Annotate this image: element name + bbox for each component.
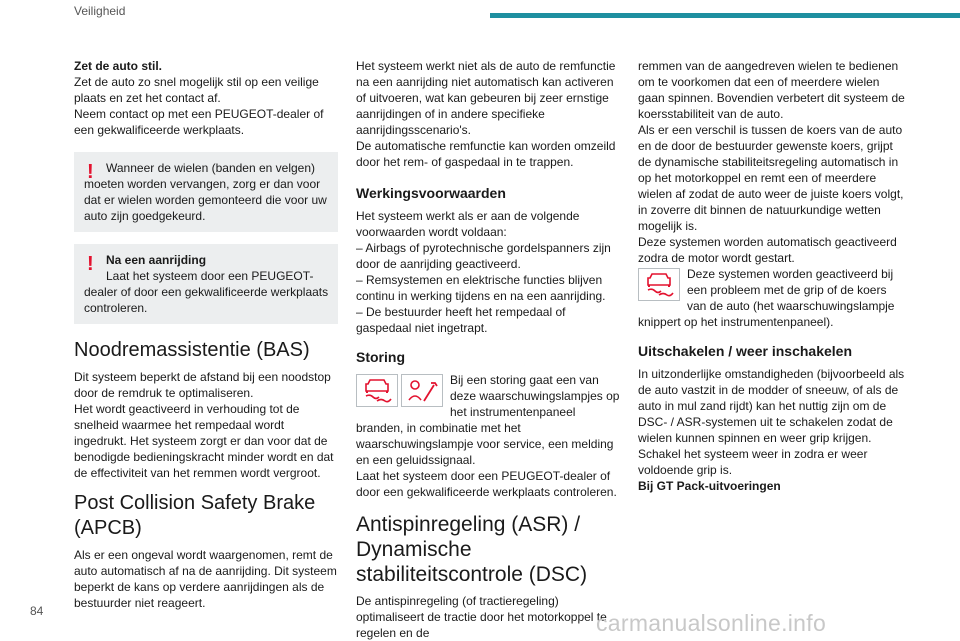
uitschakelen-paragraph-1: In uitzonderlijke omstandigheden (bijvoorbeeld als de auto vastzit in de modder of sneeuw, of als de auto in mul zand rijdt) kan het nuttig zijn om de DSC- / ASR-systemen uit te schakelen zodat de wielen kunnen spinnen en weer grip krijgen. bbox=[638, 367, 905, 445]
warning-collision-title: Na een aanrijding bbox=[106, 253, 207, 267]
bas-paragraph-1: Dit systeem beperkt de afstand bij een noodstop door de remdruk te optimaliseren. bbox=[74, 370, 331, 400]
section-heading-bas: Noodremassistentie (BAS) bbox=[74, 339, 310, 361]
asr-paragraph-1: De antispinregeling (of tractieregeling) optimaliseert de tractie door het motorkoppel te regelen en de bbox=[356, 594, 607, 640]
storing-paragraph-2: Laat het systeem door een PEUGEOT-dealer of door een gekwalificeerde werkplaats controleren. bbox=[356, 469, 617, 499]
grip-activation-text: Deze systemen worden geactiveerd bij een probleem met de grip of de koers van de auto (het waarschuwingslampje knippert op het instrumentenpaneel). bbox=[638, 267, 895, 329]
werk-bullet-2: – Remsystemen en elektrische functies blijven continu in werking tijdens en na een aanrijding. bbox=[356, 273, 606, 303]
apcb-paragraph: Als er een ongeval wordt waargenomen, remt de auto automatisch af na de aanrijding. Dit systeem beperkt de kans op verdere aanrijdingen als de bestuurder niet reageert. bbox=[74, 548, 337, 610]
page-number: 84 bbox=[30, 604, 44, 618]
service-wrench-icon bbox=[401, 374, 443, 407]
section-heading-apcb: Post Collision Safety Brake (APCB) bbox=[74, 492, 316, 539]
dsc-paragraph: Als er een verschil is tussen de koers van de auto en de door de bestuurder gewenste koers, grijpt de dynamische stabiliteitsregeling automatisch in op het motorkoppel en remt een of meerdere wielen af zodat de auto weer de juiste koers volgt, in zoverre dit binnen de natuurkundige wetten mogelijk is. bbox=[638, 123, 904, 233]
section-heading-asr-dsc: Antispinregeling (ASR) / Dynamische stabiliteitscontrole (DSC) bbox=[356, 513, 588, 586]
warning-wheels-text: Wanneer de wielen (banden en velgen) moeten worden vervangen, zorg er dan voor dat er wielen worden gemonteerd die voor uw auto zijn goedgekeurd. bbox=[84, 161, 327, 223]
werk-bullet-3: – De bestuurder heeft het rempedaal of gaspedaal niet ingetrapt. bbox=[356, 305, 566, 335]
skid-car-warning-icon bbox=[638, 268, 680, 301]
werk-intro: Het systeem werkt als er aan de volgende voorwaarden wordt voldaan: bbox=[356, 209, 580, 239]
warning-exclamation-icon: ! bbox=[87, 253, 94, 275]
watermark: carmanualsonline.info bbox=[596, 610, 827, 636]
werk-bullet-1: – Airbags of pyrotechnische gordelspanners zijn door de aanrijding geactiveerd. bbox=[356, 241, 611, 271]
storing-icons bbox=[356, 374, 446, 407]
warning-collision-text: Laat het systeem door een PEUGEOT-dealer of door een gekwalificeerde werkplaats controleren. bbox=[84, 269, 329, 315]
column-1 bbox=[74, 58, 338, 611]
warning-exclamation-icon: ! bbox=[87, 161, 94, 183]
storing-paragraph-1: Bij een storing gaat een van deze waarschuwingslampjes op het instrumentenpaneel branden, in combinatie met het waarschuwingslampje voor service, een melding en een geluidssignaal. bbox=[356, 373, 620, 467]
header-label: Veiligheid bbox=[74, 4, 126, 18]
apcb-limits-text: Het systeem werkt niet als de auto de remfunctie na een aanrijding niet automatisch kan activeren of uitvoeren, wat kan gebeuren bij zeer ernstige aanrijdingen of in andere specifieke aanrijdingsscenario's. bbox=[356, 59, 616, 137]
contact-dealer-text: Neem contact op met een PEUGEOT-dealer of een gekwalificeerde werkplaats. bbox=[74, 107, 324, 137]
gt-pack-heading: Bij GT Pack-uitvoeringen bbox=[638, 479, 781, 493]
warning-box-collision bbox=[74, 244, 338, 324]
column-2 bbox=[356, 58, 620, 641]
column-3 bbox=[638, 58, 908, 494]
section-heading-uitschakelen: Uitschakelen / weer inschakelen bbox=[638, 343, 852, 359]
warning-box-wheels bbox=[74, 152, 338, 232]
skid-car-warning-icon bbox=[356, 374, 398, 407]
bas-paragraph-2: Het wordt geactiveerd in verhouding tot de snelheid waarmee het rempedaal wordt ingedrukt. Het systeem zorgt er dan voor dat de benodigde bedieningskracht minder wordt en dat de effectiviteit van het remmen wordt vergroot. bbox=[74, 402, 334, 480]
header-bar bbox=[490, 13, 960, 18]
uitschakelen-paragraph-2: Schakel het systeem weer in zodra er weer voldoende grip is. bbox=[638, 447, 868, 477]
stop-car-heading: Zet de auto stil. bbox=[74, 59, 163, 73]
asr-paragraph-continued: remmen van de aangedreven wielen te bedienen om te voorkomen dat een of meerdere wielen gaan spinnen. Bovendien verbetert dit systeem de koersstabiliteit van de auto. bbox=[638, 59, 905, 121]
stop-car-text: Zet de auto zo snel mogelijk stil op een veilige plaats en zet het contact af. bbox=[74, 75, 319, 105]
skid-warning-icon-box bbox=[638, 268, 683, 299]
auto-activation-text: Deze systemen worden automatisch geactiveerd zodra de motor wordt gestart. bbox=[638, 235, 897, 265]
section-heading-storing: Storing bbox=[356, 349, 405, 365]
section-heading-werkingsvoorwaarden: Werkingsvoorwaarden bbox=[356, 185, 506, 201]
apcb-override-text: De automatische remfunctie kan worden omzeild door het rem- of gaspedaal in te trappen. bbox=[356, 139, 616, 169]
